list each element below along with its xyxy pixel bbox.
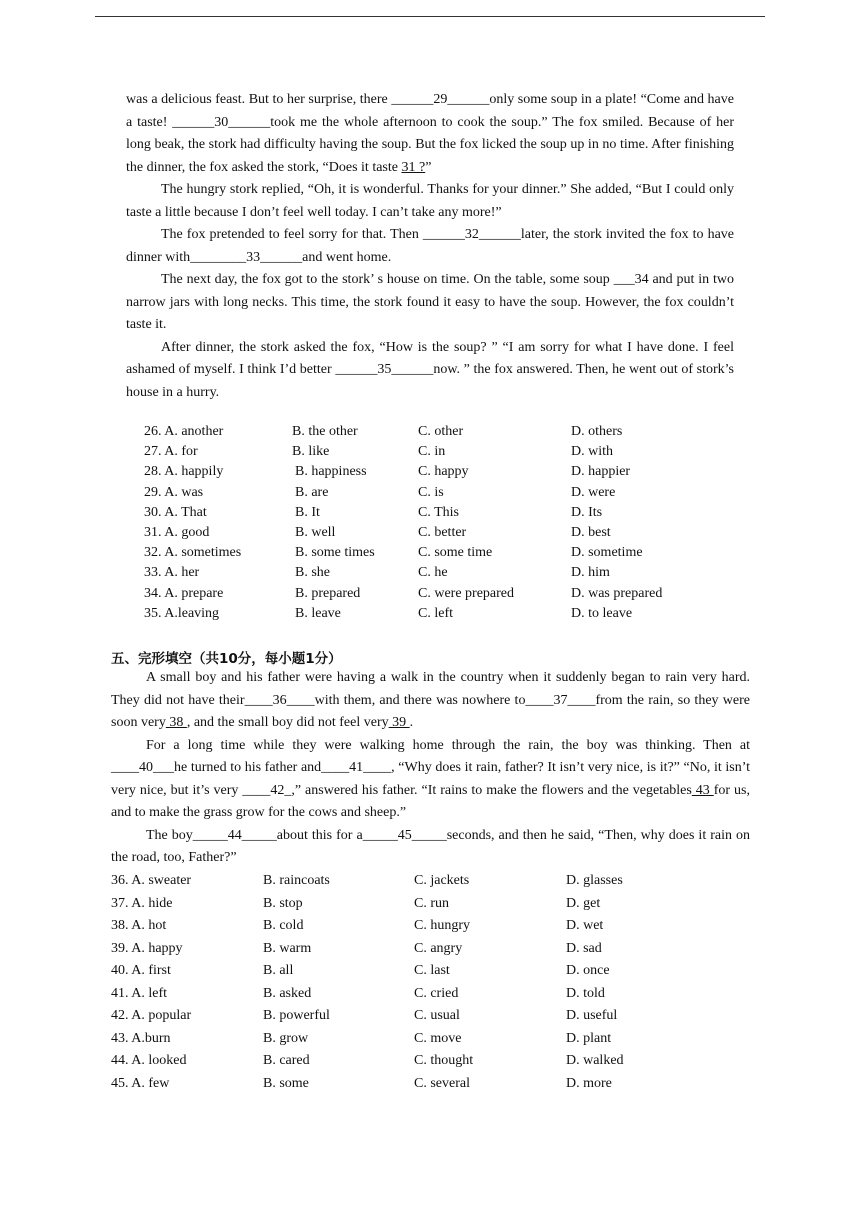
passage-1-para-2: The hungry stork replied, “Oh, it is wonderful. Thanks for your dinner.” She added, “But I could only taste a little because I don’t feel well today. I can’t take any more!” bbox=[126, 182, 734, 220]
blank-31: 31 ? bbox=[401, 159, 426, 175]
blank-35: ______35______ bbox=[335, 362, 434, 377]
blank-44: _____44_____ bbox=[192, 827, 277, 843]
passage-1-para-4: The next day, the fox got to the stork’ s house on time. On the table, some soup ___34 and put in two narrow jars with long necks. This time, the stork found it easy to have the soup. However, the fox couldn’t taste it. bbox=[126, 272, 735, 332]
blank-42: ____42_ bbox=[242, 782, 292, 798]
blank-33: ________33______ bbox=[190, 249, 303, 265]
blank-45: _____45_____ bbox=[362, 827, 447, 843]
section-heading: 五、完形填空（共10分，每小题1分） bbox=[111, 651, 342, 667]
blank-43: 43 bbox=[691, 782, 714, 798]
passage-2 bbox=[111, 667, 750, 870]
blank-41: ____41____ bbox=[321, 760, 392, 775]
passage-1-para-3: The fox pretended to feel sorry for that. Then ______32______later, the stork invited the fox to have dinner with________33______and went home. bbox=[126, 227, 734, 265]
blank-39: 39 bbox=[388, 715, 410, 730]
blank-40: ____40___ bbox=[111, 760, 174, 775]
passage-1-para-5: After dinner, the stork asked the fox, “How is the soup? ” “I am sorry for what I have done. I feel ashamed of myself. I think I’d better ______35______now. ” the fox answered. Then, he went out of stork’s house in a hurry. bbox=[126, 339, 734, 400]
blank-32: ______32______ bbox=[422, 227, 521, 242]
blank-30: ______30______ bbox=[172, 114, 271, 130]
passage-2-para-2: For a long time while they were walking home through the rain, the boy was thinking. Then at ____40___he turned to his father and____41____, “Why does it rain, father? It isn’t very nice, is it?” “No, it isn’t very nice, but it’s very ____42_,” answered his father. “It rains to make the flowers and the vegetables 43 for us, and to make the grass grow for the cows and sheep.” bbox=[111, 737, 750, 820]
passage-1-para-1: was a delicious feast. But to her surprise, there ______29______only some soup in a plate! “Come and have a taste! ______30______took me the whole afternoon to cook the soup.” The fox smiled. Because of her long beak, the stork had difficulty having the soup. But the fox licked the soup up in no time. After finishing the dinner, the fox asked the stork, “Does it taste 31 ?” bbox=[126, 92, 734, 175]
blank-37: ____37____ bbox=[525, 692, 596, 708]
passage-1 bbox=[126, 89, 734, 404]
blank-29: ______29______ bbox=[391, 92, 490, 107]
passage-2-para-3: The boy_____44_____about this for a_____45_____seconds, and then he said, “Then, why does it rain on the road, too, Father?” bbox=[111, 827, 750, 865]
blank-34: ___34 bbox=[613, 272, 649, 287]
passage-2-para-1: A small boy and his father were having a walk in the country when it suddenly began to rain very hard. They did not have their____36____with them, and there was nowhere to____37____from the rain, so they were soon very 38 , and the small boy did not feel very 39 . bbox=[111, 670, 750, 730]
blank-38: 38 bbox=[165, 715, 187, 730]
blank-36: ____36____ bbox=[244, 692, 315, 708]
header-rule bbox=[95, 16, 765, 17]
